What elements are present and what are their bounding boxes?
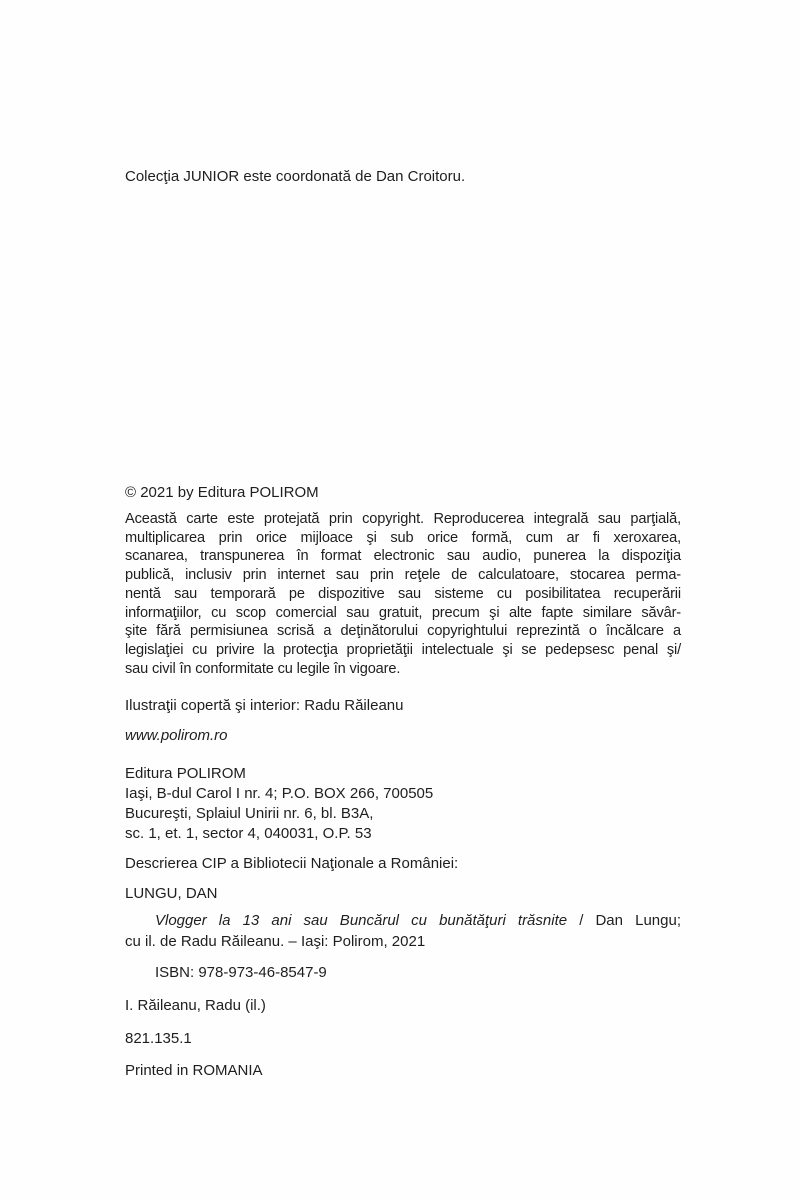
cip-title-author-part: / Dan Lungu; xyxy=(567,912,681,929)
publisher-address-block xyxy=(125,764,681,844)
collection-note: Colecţia JUNIOR este coordonată de Dan Croitoru. xyxy=(125,168,466,185)
isbn-line: ISBN: 978-973-46-8547-9 xyxy=(155,964,327,981)
copyright-notice-paragraph: Această carte este protejată prin copyright. Reproducerea integrală sau parţială, multiplicarea prin orice mijloace şi sub orice formă, cum ar fi xeroxarea, scanarea, transpunerea în format electronic sau audio, punerea la dispoziţia publică, inclusiv prin internet sau prin reţele de calculatoare, stocarea perma- nentă sau temporară pe dispozitive sau sisteme cu posibilitatea recuperării informaţiilor, cu scop comercial sau gratuit, precum şi alte fapte similare săvâr- şite fără permisiunea scrisă a deţinătorului copyrightului reprezintă o încălcare a legislaţiei cu privire la protecţia proprietăţii intelectuale şi se pedepsesc penal şi/ sau civil în conformitate cu legile în vigoare. xyxy=(125,511,681,677)
publisher-website: www.polirom.ro xyxy=(125,727,228,744)
cip-author: LUNGU, DAN xyxy=(125,885,218,902)
illustrations-credit: Ilustraţii copertă şi interior: Radu Răileanu xyxy=(125,697,404,714)
udc-number: 821.135.1 xyxy=(125,1030,192,1047)
cip-title-line1 xyxy=(125,910,681,931)
cip-book-title: Vlogger la 13 ani sau Buncărul cu bunătăţuri trăsnite xyxy=(155,912,568,929)
copyright-line: © 2021 by Editura POLIROM xyxy=(125,484,319,501)
cip-title-entry xyxy=(125,910,681,952)
cip-title-line2: cu il. de Radu Răileanu. – Iaşi: Polirom, 2021 xyxy=(125,933,426,950)
printed-in-line: Printed in ROMANIA xyxy=(125,1062,263,1079)
publisher-name: Editura POLIROM xyxy=(125,765,246,782)
cip-illustrator-entry: I. Răileanu, Radu (il.) xyxy=(125,997,266,1014)
cip-heading: Descrierea CIP a Bibliotecii Naţionale a României: xyxy=(125,855,459,872)
publisher-address-lines: Iaşi, B-dul Carol I nr. 4; P.O. BOX 266, 700505 Bucureşti, Splaiul Unirii nr. 6, bl. B3A, sc. 1, et. 1, sector 4, 040031, O.P. 53 xyxy=(125,785,434,842)
